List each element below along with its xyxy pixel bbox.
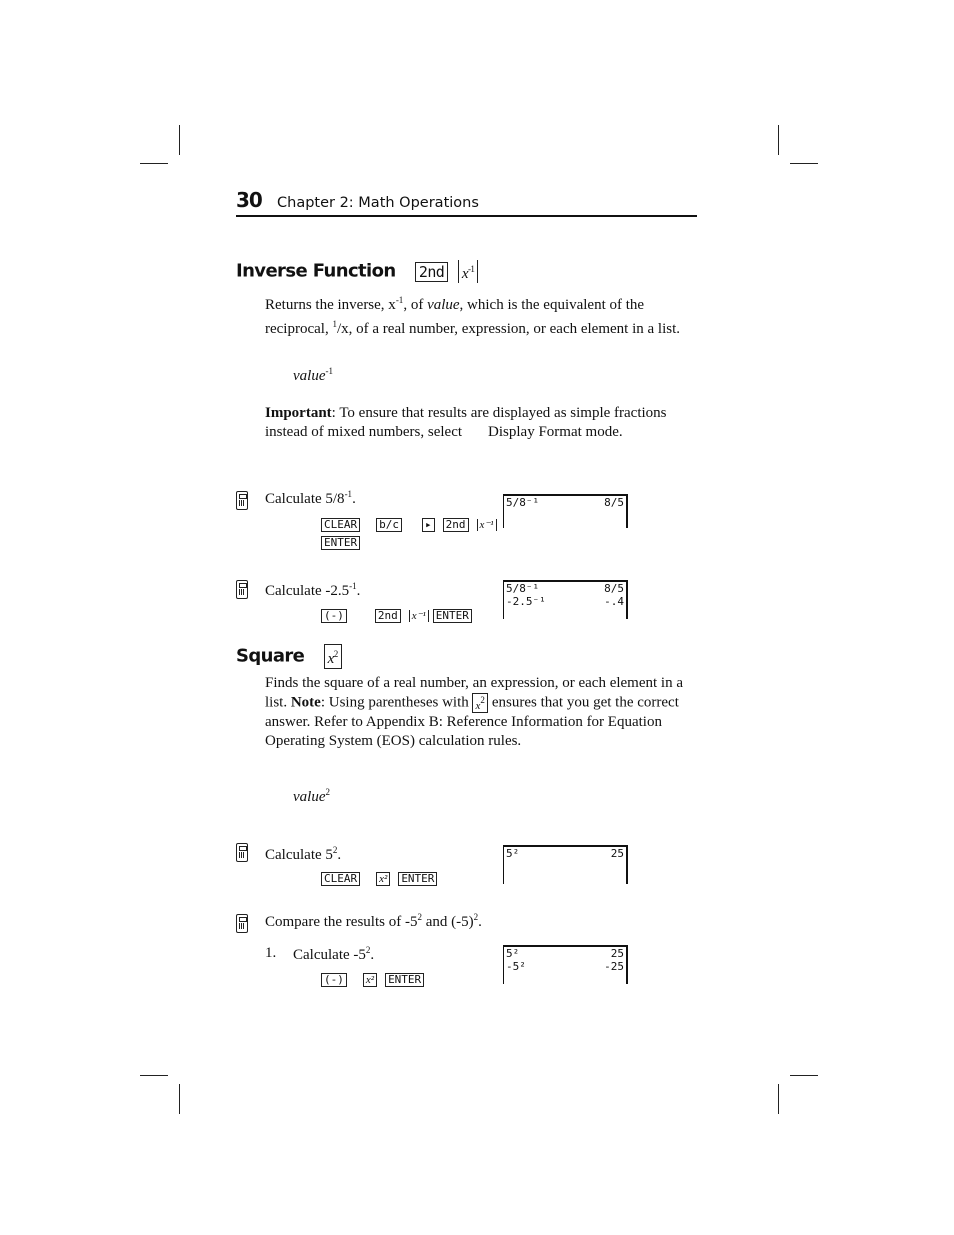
crop-mark xyxy=(140,163,168,164)
square-step-1-number: 1. xyxy=(265,945,277,961)
calculator-screen xyxy=(503,945,628,984)
key-negative: (-) xyxy=(321,973,347,987)
key-inverse-sup: -1 xyxy=(467,264,475,274)
screen-row xyxy=(504,847,626,860)
screen-row xyxy=(504,496,626,509)
square-description xyxy=(265,674,705,751)
screen-row xyxy=(504,595,626,608)
text: Calculate xyxy=(265,491,326,507)
calculator-screen xyxy=(503,580,628,619)
key-negative: (-) xyxy=(321,609,347,623)
text: /x, of a real number, expression, or each element in a list. xyxy=(336,321,680,337)
calculator-icon xyxy=(236,580,248,599)
syntax-sup: 2 xyxy=(325,787,330,797)
screen-entry: 5² xyxy=(506,947,520,960)
inverse-important-note xyxy=(265,404,705,442)
text-sup: 2 xyxy=(417,912,422,922)
key-clear: CLEAR xyxy=(321,518,360,532)
key-enter: ENTER xyxy=(385,973,424,987)
text: -2.5 xyxy=(325,583,350,599)
crop-mark xyxy=(179,125,180,155)
calculator-icon xyxy=(236,491,248,510)
inverse-example-2-keys xyxy=(321,607,476,625)
inverse-description xyxy=(265,291,705,339)
text: Calculate -5 xyxy=(293,947,366,963)
crop-mark xyxy=(778,1084,779,1114)
key-fraction: b/c xyxy=(376,518,402,532)
text: , of xyxy=(403,297,428,313)
crop-mark xyxy=(790,1075,818,1076)
crop-mark xyxy=(778,125,779,155)
square-step-1 xyxy=(293,945,374,964)
key-square-label: x xyxy=(327,651,334,667)
key-square-sup: 2 xyxy=(480,695,485,705)
key-square xyxy=(324,644,342,669)
screen-row xyxy=(504,960,626,973)
text: Compare the results of -5 xyxy=(265,914,418,930)
screen-row xyxy=(504,947,626,960)
screen-result: 8/5 xyxy=(604,582,624,595)
screen-entry: -2.5⁻¹ xyxy=(506,595,546,608)
text-italic: value xyxy=(427,297,460,313)
text: : To ensure that results are displayed as simple fractions instead of mixed numbers, select xyxy=(265,405,667,440)
text: and (-5) xyxy=(421,914,474,930)
square-example-1 xyxy=(265,845,341,864)
key-right-arrow: ▸ xyxy=(422,518,435,532)
key-inverse: x⁻¹ xyxy=(409,610,429,622)
key-clear: CLEAR xyxy=(321,872,360,886)
inverse-example-1-keys xyxy=(321,516,497,534)
text: Returns the inverse, x xyxy=(265,297,396,313)
inverse-syntax xyxy=(293,366,333,385)
inverse-title: Inverse Function xyxy=(236,260,396,282)
text-sup: -1 xyxy=(395,295,404,305)
syntax-sup: -1 xyxy=(325,366,333,376)
square-example-1-keys xyxy=(321,870,441,888)
screen-result: 8/5 xyxy=(604,496,624,509)
screen-entry: 5/8⁻¹ xyxy=(506,496,540,509)
text-sup: 1 xyxy=(332,319,337,329)
inverse-example-1 xyxy=(265,489,356,508)
key-2nd: 2nd xyxy=(375,609,401,623)
inverse-section-heading xyxy=(236,260,478,283)
text: Display Format xyxy=(488,424,582,440)
text: Calculate xyxy=(265,583,326,599)
screen-result: -.4 xyxy=(604,595,624,608)
key-inverse xyxy=(458,260,478,283)
page-number: 30 xyxy=(236,188,262,212)
key-enter: ENTER xyxy=(321,536,360,550)
key-square-sup: 2 xyxy=(333,649,338,659)
key-square: x² xyxy=(376,872,390,886)
text: : Using parentheses with xyxy=(320,694,469,711)
text: . xyxy=(370,947,375,963)
screen-result: 25 xyxy=(610,947,624,960)
screen-entry: -5² xyxy=(506,960,526,973)
screen-entry: 5² xyxy=(506,847,520,860)
screen-result: -25 xyxy=(604,960,624,973)
screen-result: 25 xyxy=(610,847,624,860)
crop-mark xyxy=(179,1084,180,1114)
square-example-2 xyxy=(265,912,482,931)
text-sup: -1 xyxy=(344,489,353,499)
square-syntax xyxy=(293,787,330,806)
calculator-icon xyxy=(236,843,248,862)
crop-mark xyxy=(790,163,818,164)
screen-row xyxy=(504,582,626,595)
note-label: Note xyxy=(290,694,321,711)
text: ensures that you get the correct answer. Refer to Appendix B: Reference Information for Equation Operating System (EOS) calculation rules. xyxy=(265,694,679,749)
key-2nd: 2nd xyxy=(415,262,448,282)
text: . xyxy=(352,491,356,507)
syntax-text: value xyxy=(293,368,326,384)
text: , which is the equivalent of the reciprocal, xyxy=(265,297,645,337)
text: Calculate 5 xyxy=(265,847,333,863)
key-square xyxy=(472,693,487,713)
text: . xyxy=(478,914,482,930)
calculator-screen xyxy=(503,494,628,528)
calculator-screen xyxy=(503,845,628,884)
key-2nd: 2nd xyxy=(443,518,469,532)
crop-mark xyxy=(140,1075,168,1076)
key-enter: ENTER xyxy=(433,609,472,623)
key-square: x² xyxy=(363,973,377,987)
screen-entry: 5/8⁻¹ xyxy=(506,582,540,595)
square-section-heading xyxy=(236,644,346,669)
chapter-title: Chapter 2: Math Operations xyxy=(277,195,479,211)
key-inverse-label: x xyxy=(461,266,468,282)
key-square-label: x xyxy=(475,700,481,712)
text: . xyxy=(337,847,342,863)
inverse-example-2 xyxy=(265,581,360,600)
text: mode. xyxy=(585,424,623,440)
key-inverse: x⁻¹ xyxy=(477,519,497,531)
key-enter: ENTER xyxy=(398,872,437,886)
calculator-icon xyxy=(236,914,248,933)
square-step-1-keys xyxy=(321,971,428,989)
text-sup: -1 xyxy=(349,581,357,591)
text: 5/8 xyxy=(325,491,345,507)
text: . xyxy=(356,583,361,599)
important-label: Important xyxy=(265,405,332,421)
text: Finds the square of a real number, an expression, or each element in a list. xyxy=(265,675,684,711)
text-sup: 2 xyxy=(365,945,371,955)
inverse-example-1-keys-2 xyxy=(321,534,364,552)
square-title: Square xyxy=(236,645,305,667)
text-sup: 2 xyxy=(332,845,338,855)
text-sup: 2 xyxy=(473,912,479,922)
syntax-text: value xyxy=(293,789,326,805)
header-rule xyxy=(236,215,697,217)
